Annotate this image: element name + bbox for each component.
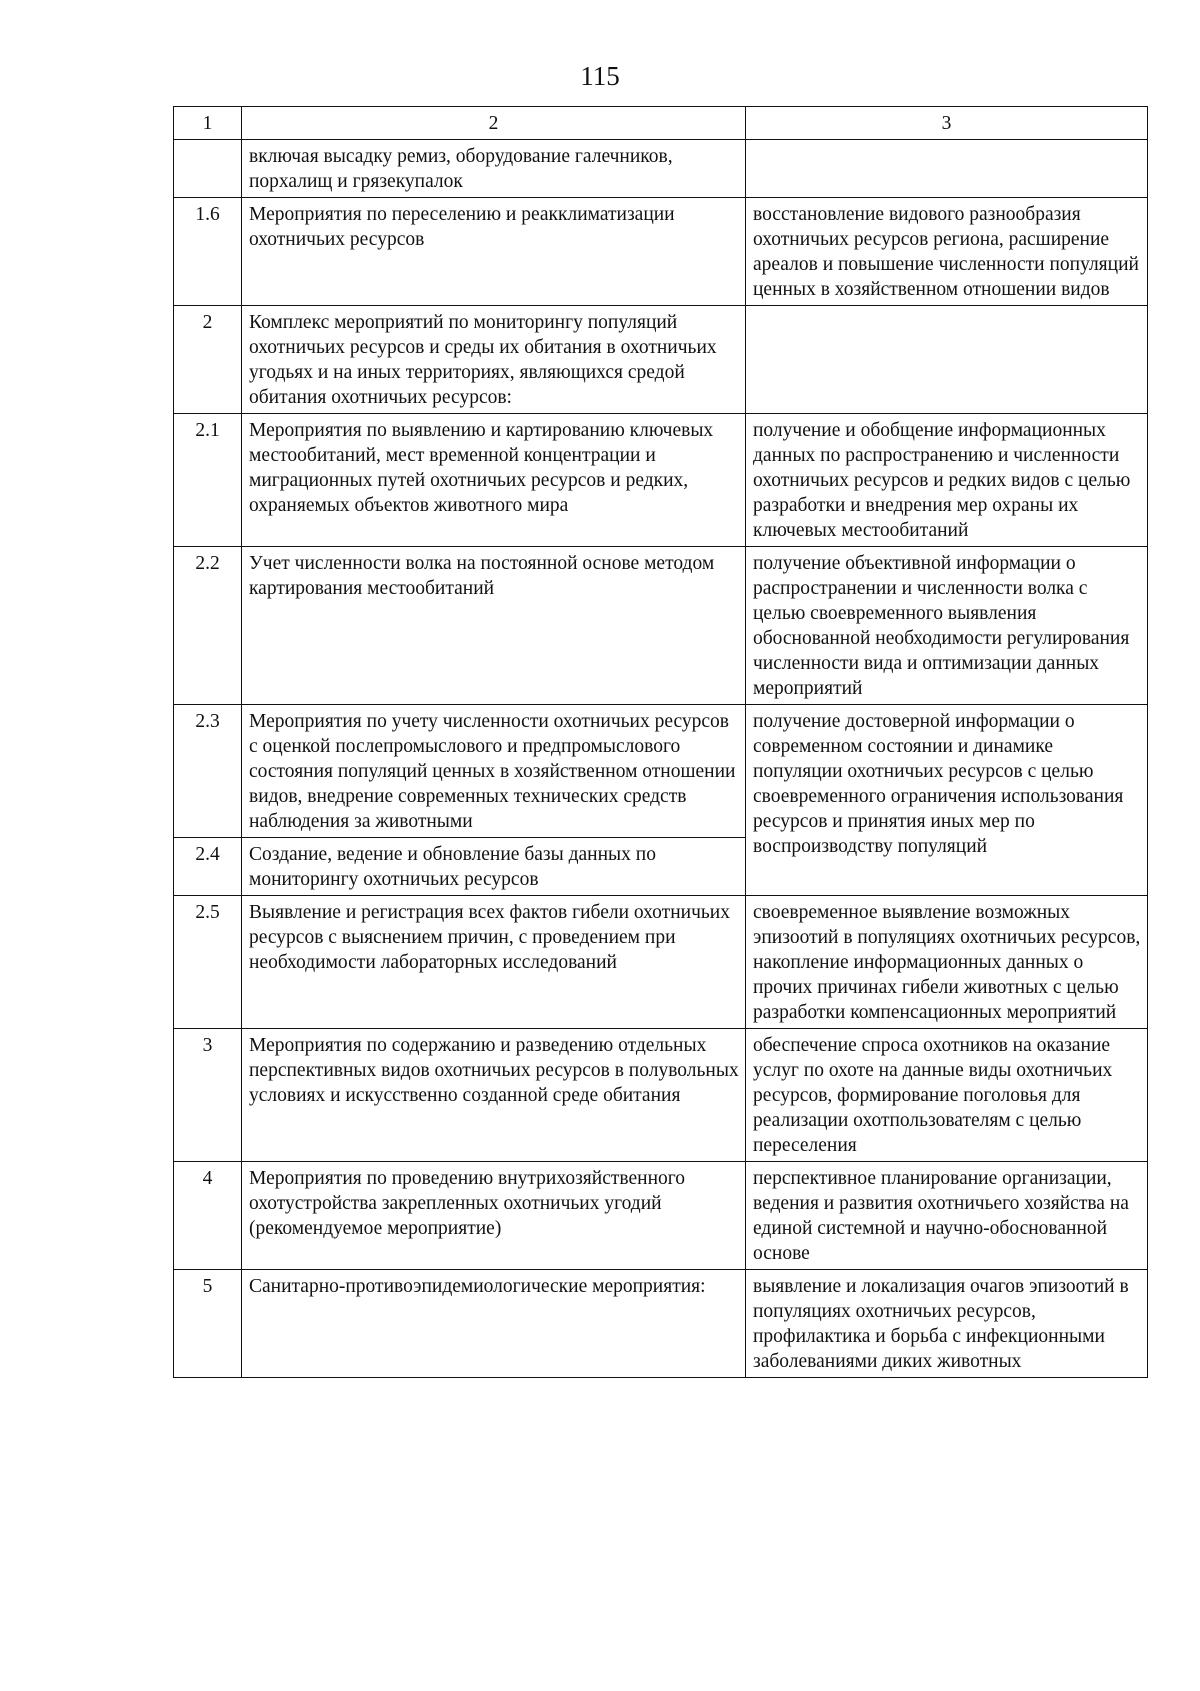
table-row (174, 1029, 1148, 1162)
measures-table (173, 106, 1148, 1378)
measure-text: Санитарно-противоэпидемиологические мероприятия: (242, 1270, 746, 1378)
result-text: получение объективной информации о распространении и численности волка с целью своевременного выявления обоснованной необходимости регулирования численности вида и оптимизации данных мероприятий (746, 547, 1148, 705)
row-number: 2.1 (174, 414, 242, 547)
result-text: выявление и локализация очагов эпизоотий в популяциях охотничьих ресурсов, профилактика и борьба с инфекционными заболеваниями диких животных (746, 1270, 1148, 1378)
row-number: 2.2 (174, 547, 242, 705)
table-row (174, 306, 1148, 414)
measure-text: Создание, ведение и обновление базы данных по мониторингу охотничьих ресурсов (242, 838, 746, 896)
column-header: 2 (242, 107, 746, 140)
measure-text: Выявление и регистрация всех фактов гибели охотничьих ресурсов с выяснением причин, с проведением при необходимости лабораторных исследований (242, 896, 746, 1029)
table-row (174, 1270, 1148, 1378)
measure-text: Мероприятия по переселению и реакклиматизации охотничьих ресурсов (242, 198, 746, 306)
table-row (174, 705, 1148, 838)
table-row (174, 140, 1148, 198)
measure-text: включая высадку ремиз, оборудование галечников, порхалищ и грязекупалок (242, 140, 746, 198)
row-number: 2.4 (174, 838, 242, 896)
row-number: 2.3 (174, 705, 242, 838)
measure-text: Комплекс мероприятий по мониторингу популяций охотничьих ресурсов и среды их обитания в охотничьих угодьях и на иных территориях, являющихся средой обитания охотничьих ресурсов: (242, 306, 746, 414)
row-number: 4 (174, 1162, 242, 1270)
column-header: 1 (174, 107, 242, 140)
measure-text: Мероприятия по содержанию и разведению отдельных перспективных видов охотничьих ресурсов в полувольных условиях и искусственно созданной среде обитания (242, 1029, 746, 1162)
table-row (174, 414, 1148, 547)
result-text: обеспечение спроса охотников на оказание услуг по охоте на данные виды охотничьих ресурсов, формирование поголовья для реализации охотпользователям с целью переселения (746, 1029, 1148, 1162)
measure-text: Мероприятия по выявлению и картированию ключевых местообитаний, мест временной концентрации и миграционных путей охотничьих ресурсов и редких, охраняемых объектов животного мира (242, 414, 746, 547)
table-row (174, 198, 1148, 306)
table-row (174, 547, 1148, 705)
result-text: своевременное выявление возможных эпизоотий в популяциях охотничьих ресурсов, накопление информационных данных о прочих причинах гибели животных с целью разработки компенсационных мероприятий (746, 896, 1148, 1029)
row-number (174, 140, 242, 198)
result-text (746, 140, 1148, 198)
row-number: 2 (174, 306, 242, 414)
result-text: перспективное планирование организации, ведения и развития охотничьего хозяйства на единой системной и научно-обоснованной основе (746, 1162, 1148, 1270)
measure-text: Мероприятия по учету численности охотничьих ресурсов с оценкой послепромыслового и предпромыслового состояния популяций ценных в хозяйственном отношении видов, внедрение современных технических средств наблюдения за животными (242, 705, 746, 838)
measure-text: Учет численности волка на постоянной основе методом картирования местообитаний (242, 547, 746, 705)
result-text (746, 306, 1148, 414)
row-number: 5 (174, 1270, 242, 1378)
row-number: 1.6 (174, 198, 242, 306)
page-number: 115 (580, 61, 620, 91)
table-row (174, 896, 1148, 1029)
result-text: восстановление видового разнообразия охотничьих ресурсов региона, расширение ареалов и повышение численности популяций ценных в хозяйственном отношении видов (746, 198, 1148, 306)
result-text: получение и обобщение информационных данных по распространению и численности охотничьих ресурсов и редких видов с целью разработки и внедрения мер охраны их ключевых местообитаний (746, 414, 1148, 547)
measure-text: Мероприятия по проведению внутрихозяйственного охотустройства закрепленных охотничьих угодий (рекомендуемое мероприятие) (242, 1162, 746, 1270)
table-row (174, 1162, 1148, 1270)
table-header-row (174, 107, 1148, 140)
row-number: 2.5 (174, 896, 242, 1029)
column-header: 3 (746, 107, 1148, 140)
row-number: 3 (174, 1029, 242, 1162)
result-text: получение достоверной информации о современном состоянии и динамике популяции охотничьих ресурсов с целью своевременного ограничения использования ресурсов и принятия иных мер по воспроизводству популяций (746, 705, 1148, 896)
